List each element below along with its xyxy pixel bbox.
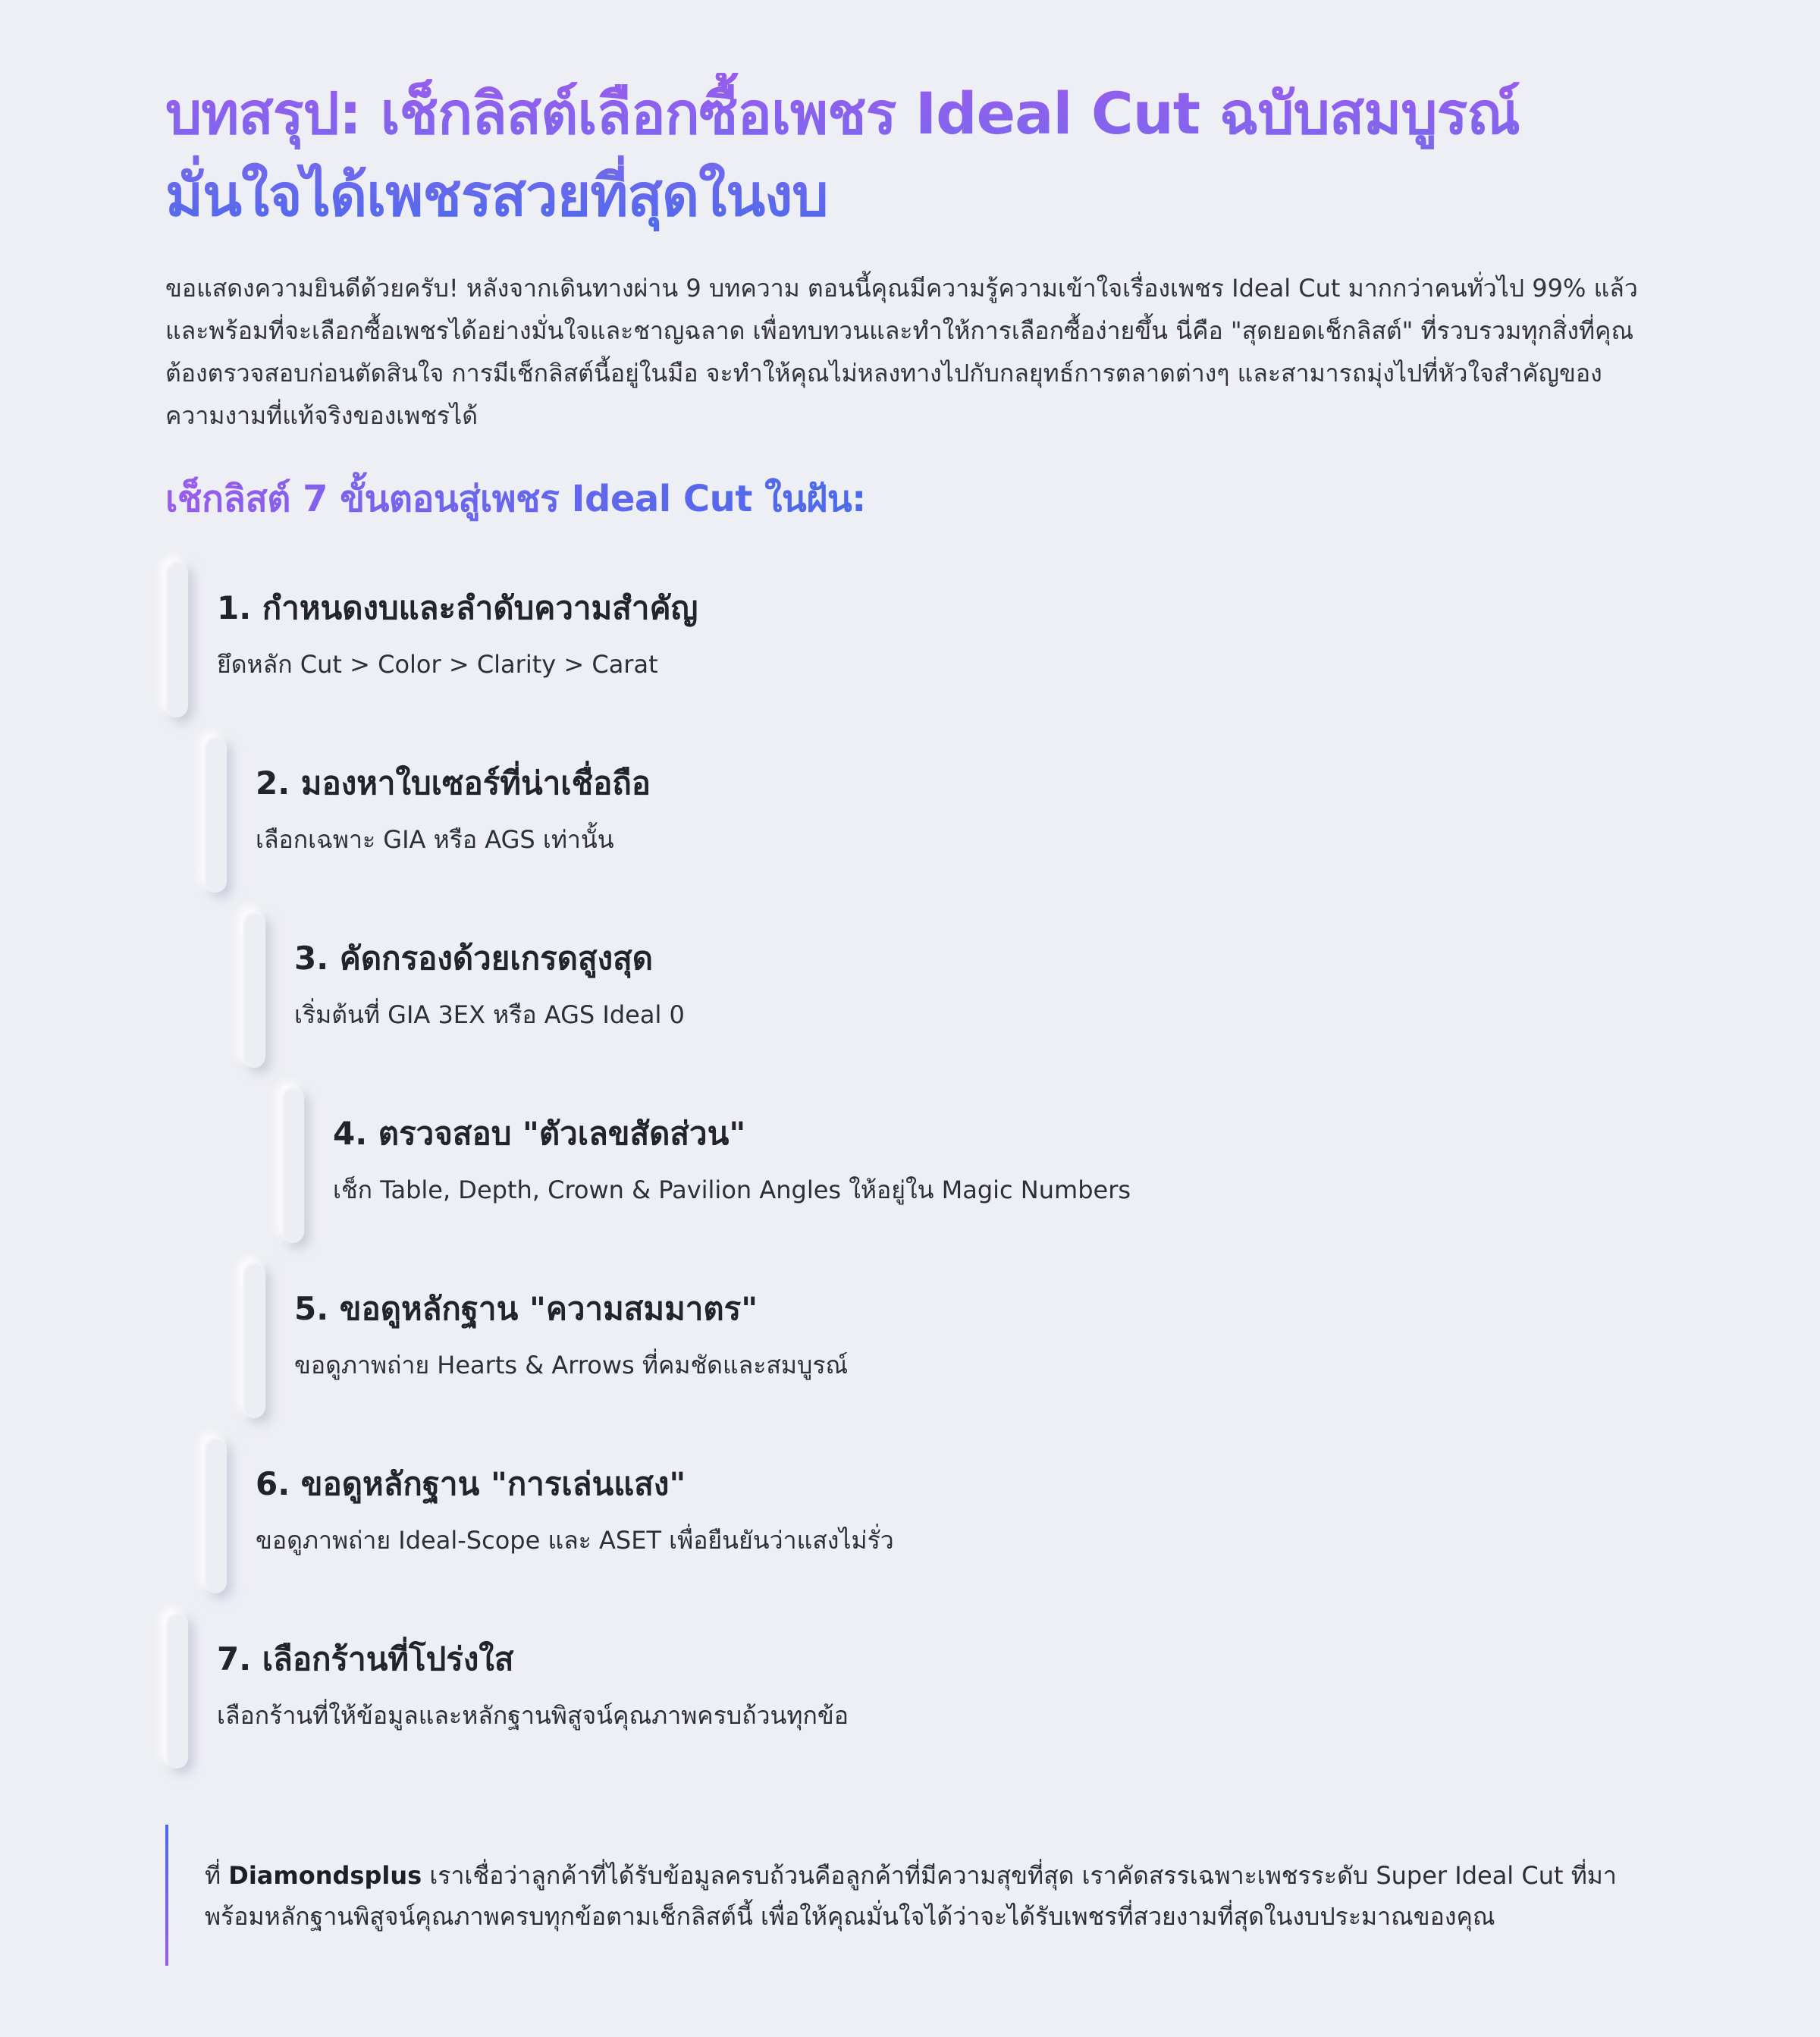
checklist-step-7 [165,1612,1454,1769]
article [165,73,1667,1931]
step-bar-decoration [281,1087,304,1243]
step-title: 6. ขอดูหลักฐาน "การเล่นแสง" [256,1465,686,1502]
step-description: ขอดูภาพถ่าย Hearts & Arrows ที่คมชัดและสมบูรณ์ [294,1351,849,1379]
section-title: เช็กลิสต์ 7 ขั้นตอนสู่เพชร Ideal Cut ในฝัน: [165,472,866,526]
step-description: ยึดหลัก Cut > Color > Clarity > Carat [217,650,658,679]
closing-note-text: เราเชื่อว่าลูกค้าที่ได้รับข้อมูลครบถ้วนคือลูกค้าที่มีความสุขที่สุด เราคัดสรรเฉพาะเพชรระดับ Super Ideal Cut ที่มาพร้อมหลักฐานพิสูจน์คุณภาพครบทุกข้อตามเช็กลิสต์นี้ เพื่อให้คุณมั่นใจได้ว่าจะได้รับเพชรที่สวยงามที่สุดในงบประมาณของคุณ [205,1861,1617,1931]
step-description: ขอดูภาพถ่าย Ideal-Scope และ ASET เพื่อยืนยันว่าแสงไม่รั่ว [256,1526,894,1555]
checklist-step-3 [243,912,1532,1068]
checklist-step-5 [243,1262,1532,1418]
step-title: 5. ขอดูหลักฐาน "ความสมมาตร" [294,1290,758,1327]
closing-note-prefix: ที่ [205,1861,229,1890]
step-bar-decoration [204,1437,227,1593]
step-description: เลือกร้านที่ให้ข้อมูลและหลักฐานพิสูจน์คุณภาพครบถ้วนทุกข้อ [217,1701,849,1730]
step-title: 1. กำหนดงบและลำดับความสำคัญ [217,589,698,626]
page-title: บทสรุป: เช็กลิสต์เลือกซื้อเพชร Ideal Cut ฉบับสมบูรณ์ มั่นใจได้เพชรสวยที่สุดในงบ [165,73,1667,237]
step-bar-decoration [243,1262,265,1418]
checklist-step-2 [204,736,1493,893]
checklist-step-6 [204,1437,1493,1593]
step-title: 3. คัดกรองด้วยเกรดสูงสุด [294,940,654,977]
step-title: 7. เลือกร้านที่โปร่งใส [217,1640,514,1678]
step-bar-decoration [204,736,227,893]
step-bar-decoration [165,561,188,717]
brand-name: Diamondsplus [228,1861,422,1890]
checklist-step-4 [281,1087,1571,1243]
step-title: 2. มองหาใบเซอร์ที่น่าเชื่อถือ [256,764,651,802]
step-title: 4. ตรวจสอบ "ตัวเลขสัดส่วน" [333,1115,746,1152]
step-description: เลือกเฉพาะ GIA หรือ AGS เท่านั้น [256,825,614,854]
intro-paragraph: ขอแสดงความยินดีด้วยครับ! หลังจากเดินทางผ่าน 9 บทความ ตอนนี้คุณมีความรู้ความเข้าใจเรื่องเพชร Ideal Cut มากกว่าคนทั่วไป 99% แล้ว และพร้อมที่จะเลือกซื้อเพชรได้อย่างมั่นใจและชาญฉลาด เพื่อทบทวนและทำให้การเลือกซื้อง่ายขึ้น นี่คือ "สุดยอดเช็กลิสต์" ที่รวบรวมทุกสิ่งที่คุณต้องตรวจสอบก่อนตัดสินใจ การมีเช็กลิสต์นี้อยู่ในมือ จะทำให้คุณไม่หลงทางไปกับกลยุทธ์การตลาดต่างๆ และสามารถมุ่งไปที่หัวใจสำคัญของความงามที่แท้จริงของเพชรได้ [165,274,1638,430]
step-bar-decoration [243,912,265,1068]
step-description: เริ่มต้นที่ GIA 3EX หรือ AGS Ideal 0 [294,1000,685,1029]
step-bar-decoration [165,1612,188,1769]
closing-note [165,1825,1652,1966]
checklist-step-1 [165,561,1454,717]
step-description: เช็ก Table, Depth, Crown & Pavilion Angles ให้อยู่ใน Magic Numbers [333,1175,1131,1204]
